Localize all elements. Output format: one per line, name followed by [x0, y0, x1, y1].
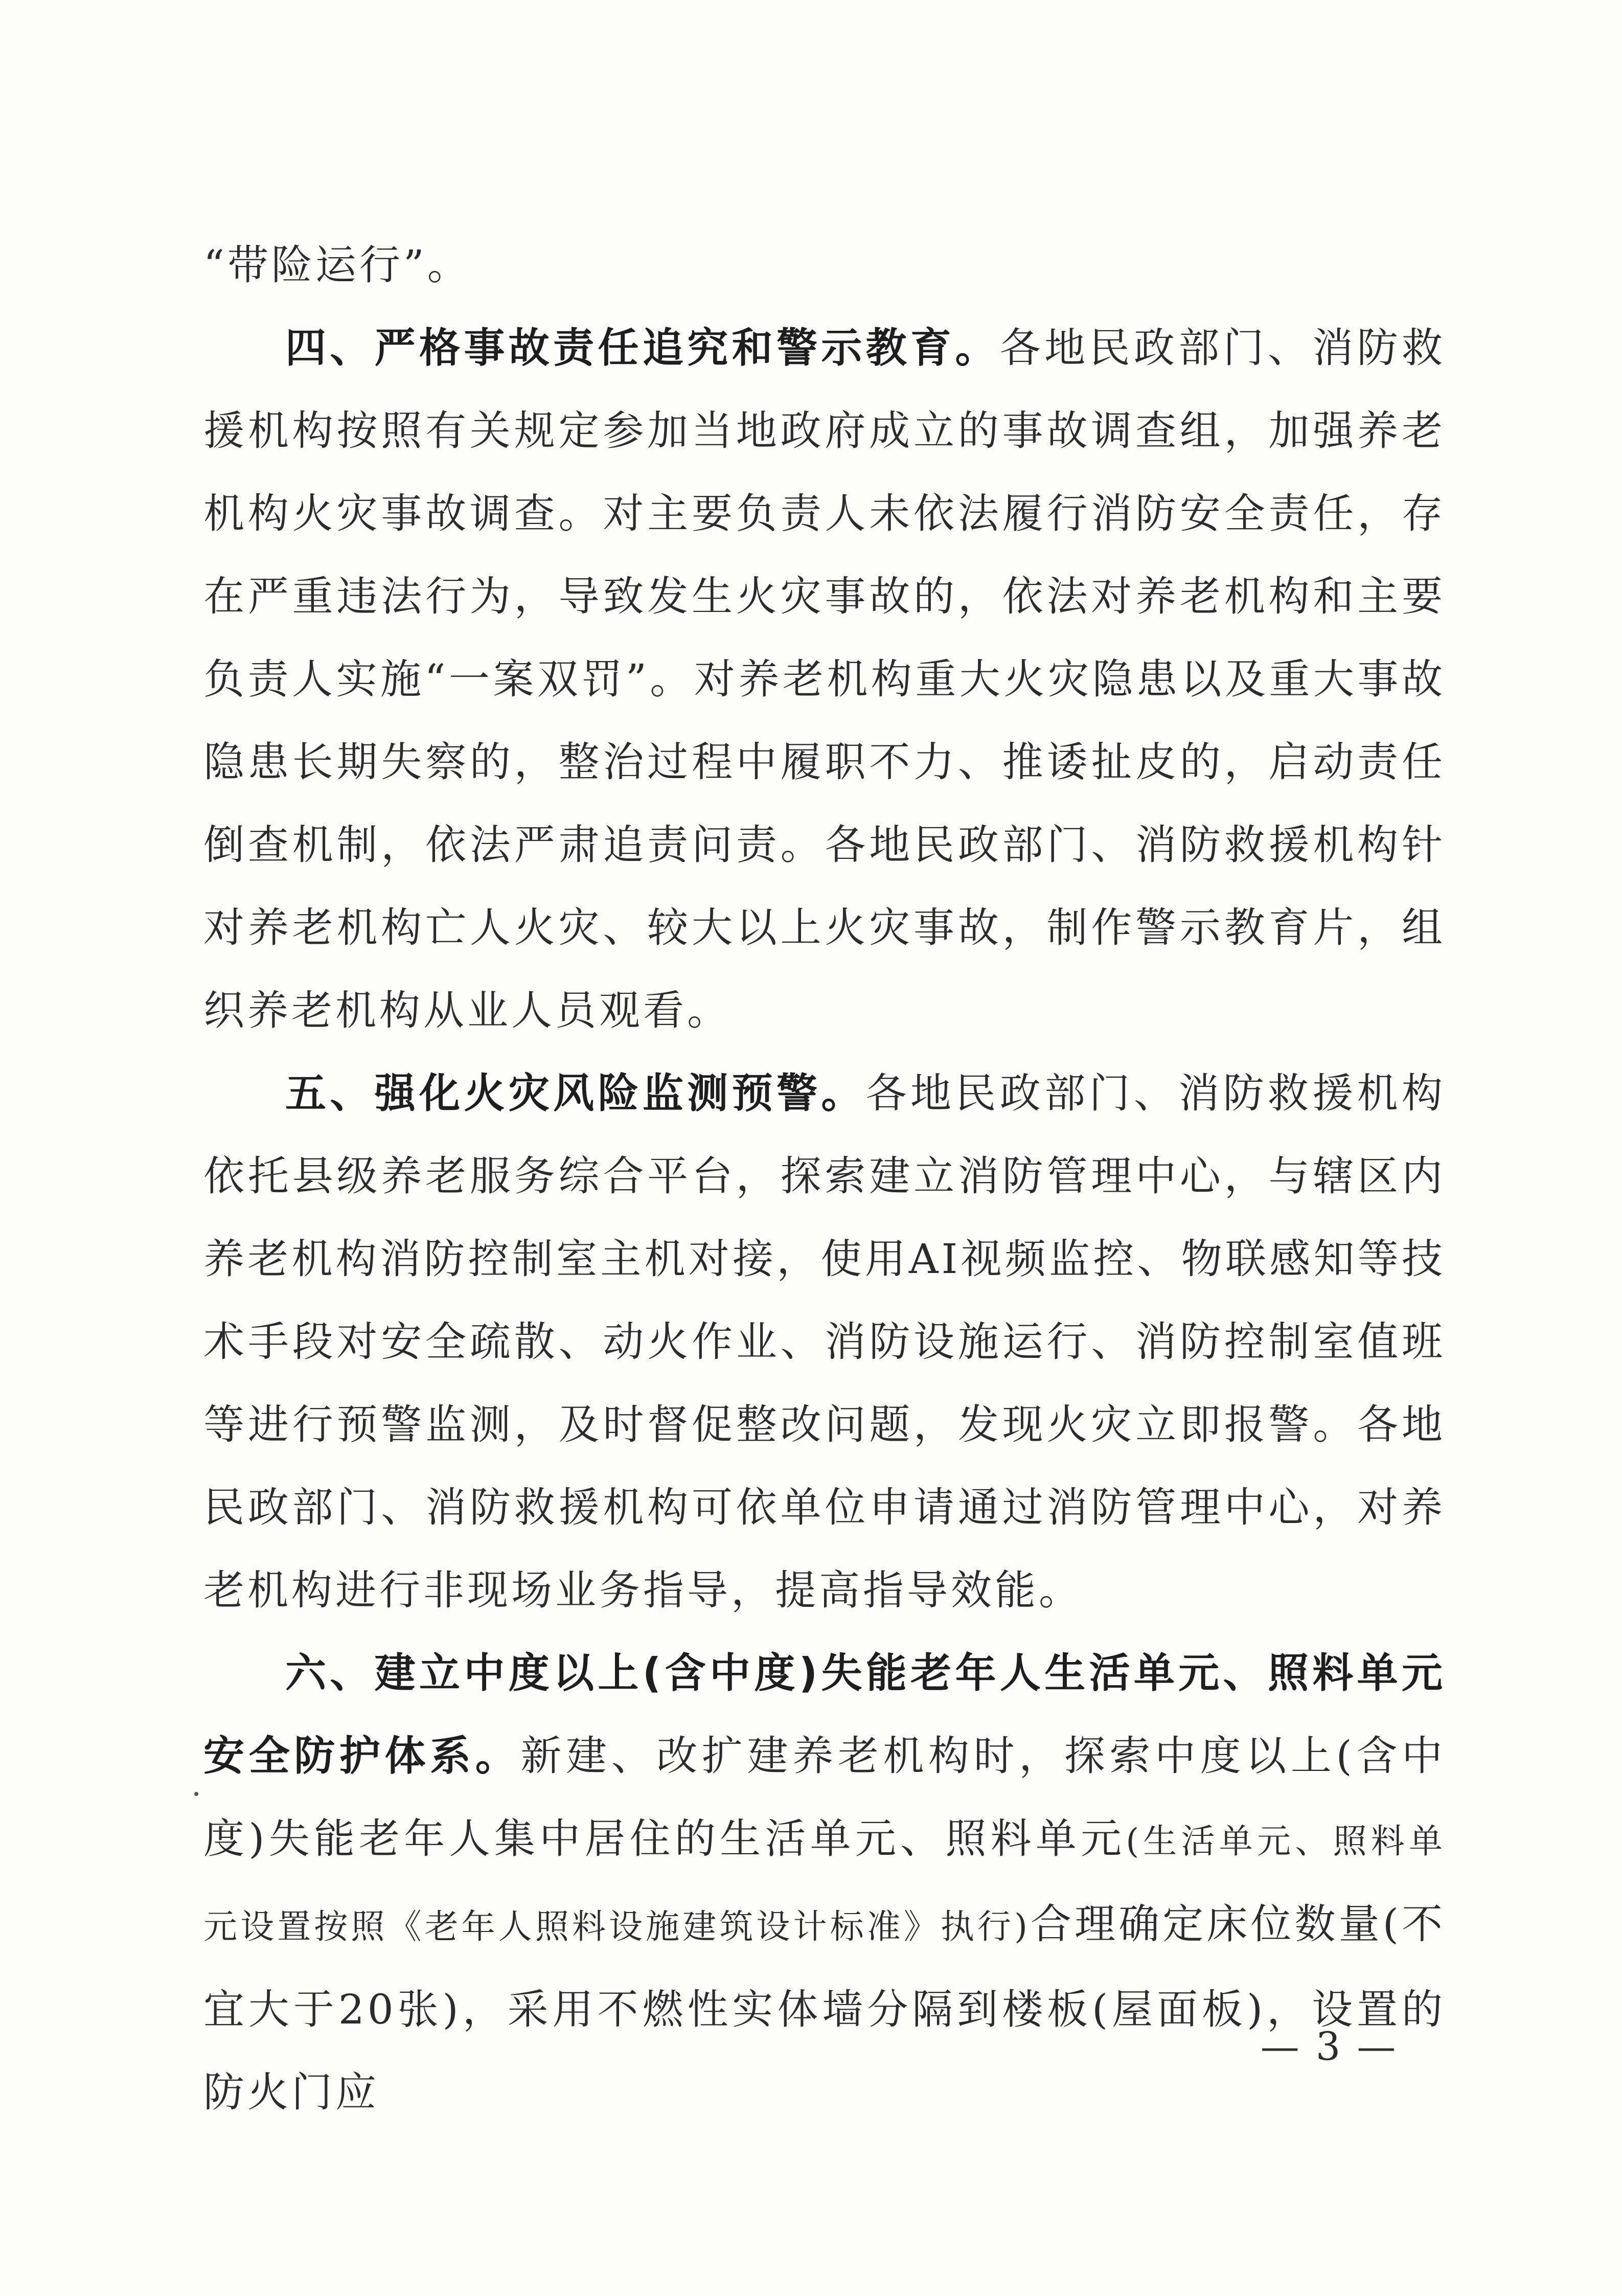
- paragraph-continuation: [203, 224, 1446, 307]
- section-five-body: 各地民政部门、消防救援机构依托县级养老服务综合平台，探索建立消防管理中心，与辖区内养老机构消防控制室主机对接，使用AI视频监控、物联感知等技术手段对安全疏散、动火作业、消防设施运行、消防控制室值班等进行预警监测，及时督促整改问题，发现火灾立即报警。各地民政部门、消防救援机构可依单位申请通过消防管理中心，对养老机构进行非现场业务指导，提高指导效能。: [203, 1070, 1446, 1614]
- section-four-body: 各地民政部门、消防救援机构按照有关规定参加当地政府成立的事故调查组，加强养老机构火灾事故调查。对主要负责人未依法履行消防安全责任，存在严重违法行为，导致发生火灾事故的，依法对养老机构和主要负责人实施“一案双罚”。对养老机构重大火灾隐患以及重大事故隐患长期失察的，整治过程中履职不力、推诿扯皮的，启动责任倒查机制，依法严肃追责问责。各地民政部门、消防救援机构针对养老机构亡人火灾、较大以上火灾事故，制作警示教育片，组织养老机构从业人员观看。: [203, 324, 1446, 1034]
- section-six-body-a: 新建、改扩建养老机构时，探索中度以上(含中度)失能老年人集中居住的生活单元、照料单元: [203, 1732, 1446, 1862]
- section-five: [203, 1052, 1446, 1632]
- document-body: [203, 224, 1446, 2134]
- section-six-heading: 六、建立中度以上(含中度)失能老年人生活单元、照料单元安全防护体系。: [203, 1649, 1446, 1780]
- scan-speck: [194, 1792, 198, 1796]
- section-four: [203, 307, 1446, 1052]
- section-six-body-b: 合理确定床位数量(不宜大于20张)，采用不燃性实体墙分隔到楼板(屋面板)，设置的防火门应: [203, 1900, 1446, 2116]
- paragraph-text: “带险运行”。: [203, 241, 471, 289]
- page-number: — 3 —: [1260, 2024, 1398, 2069]
- section-six-note: (生活单元、照料单元设置按照《老年人照料设施建筑设计标准》执行): [203, 1822, 1446, 1946]
- section-five-heading: 五、强化火灾风险监测预警。: [285, 1070, 866, 1117]
- section-four-heading: 四、严格事故责任追究和警示教育。: [285, 324, 1000, 372]
